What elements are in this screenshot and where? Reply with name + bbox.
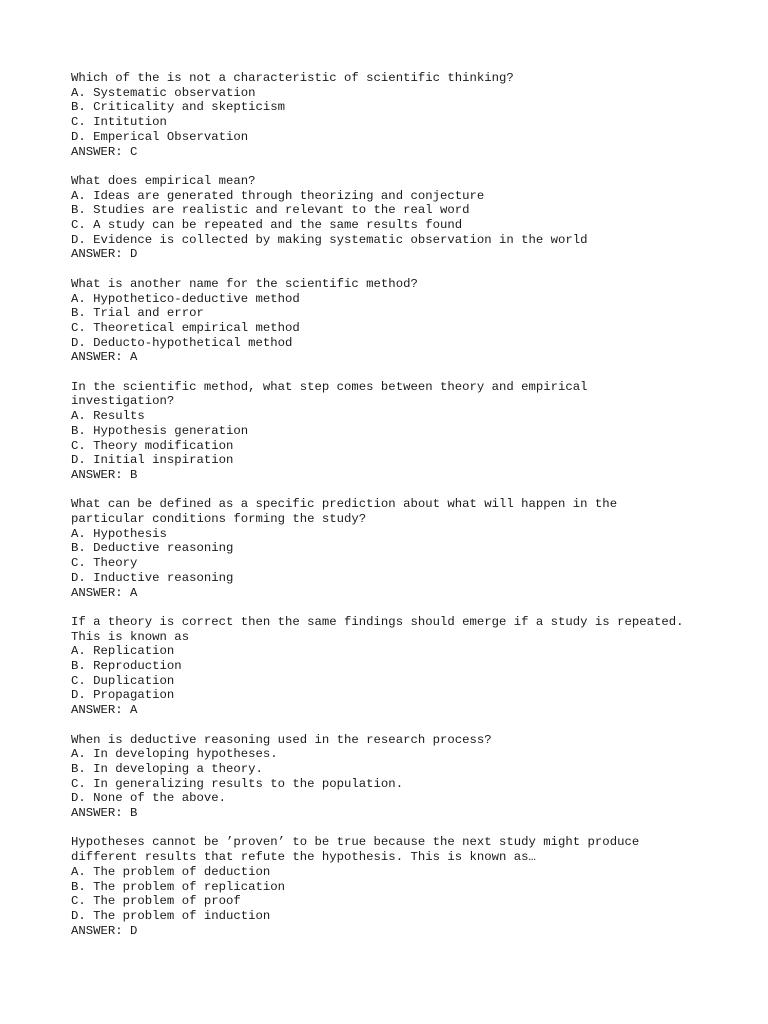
question-text: When is deductive reasoning used in the research process?: [71, 732, 492, 747]
question-text: What can be defined as a specific prediction about what will happen in the: [71, 497, 618, 512]
question-text: In the scientific method, what step comes between theory and empirical: [71, 379, 588, 394]
option-c: C. In generalizing results to the population.: [71, 776, 404, 791]
answer-line: ANSWER: A: [71, 703, 138, 718]
option-a: A. In developing hypotheses.: [71, 747, 278, 762]
option-b: B. Deductive reasoning: [71, 541, 234, 556]
option-c: C. Theoretical empirical method: [71, 320, 300, 335]
option-c: C. The problem of proof: [71, 894, 241, 909]
question-block: [71, 380, 711, 483]
option-d: D. Emperical Observation: [71, 129, 249, 144]
option-a: A. Hypothetico-deductive method: [71, 291, 300, 306]
option-c: C. Theory: [71, 556, 138, 571]
option-c: C. Intitution: [71, 115, 167, 130]
option-d: D. Evidence is collected by making systematic observation in the world: [71, 232, 588, 247]
option-c: C. Theory modification: [71, 438, 234, 453]
answer-line: ANSWER: A: [71, 350, 138, 365]
option-d: D. Deducto-hypothetical method: [71, 335, 293, 350]
question-block: [71, 174, 711, 262]
option-a: A. Replication: [71, 644, 175, 659]
answer-line: ANSWER: A: [71, 585, 138, 600]
answer-line: ANSWER: D: [71, 923, 138, 938]
question-text-continued: investigation?: [71, 394, 175, 409]
answer-line: ANSWER: D: [71, 247, 138, 262]
answer-line: ANSWER: B: [71, 806, 138, 821]
option-b: B. Studies are realistic and relevant to the real word: [71, 203, 470, 218]
option-c: C. A study can be repeated and the same results found: [71, 218, 463, 233]
option-b: B. Hypothesis generation: [71, 423, 249, 438]
question-text-continued: This is known as: [71, 629, 190, 644]
option-d: D. None of the above.: [71, 791, 226, 806]
option-b: B. The problem of replication: [71, 879, 286, 894]
question-text: Hypotheses cannot be ’proven’ to be true because the next study might produce: [71, 835, 640, 850]
question-block: [71, 497, 711, 600]
option-d: D. Propagation: [71, 688, 175, 703]
option-b: B. Trial and error: [71, 306, 204, 321]
question-text: What does empirical mean?: [71, 173, 256, 188]
question-block: [71, 71, 711, 159]
option-d: D. Inductive reasoning: [71, 570, 234, 585]
answer-line: ANSWER: C: [71, 144, 138, 159]
option-a: A. Results: [71, 409, 145, 424]
option-a: A. Ideas are generated through theorizing and conjecture: [71, 188, 485, 203]
option-d: D. The problem of induction: [71, 908, 271, 923]
question-text-continued: different results that refute the hypothesis. This is known as…: [71, 850, 536, 865]
option-b: B. Reproduction: [71, 659, 182, 674]
question-block: [71, 733, 711, 821]
question-block: [71, 277, 711, 365]
option-b: B. Criticality and skepticism: [71, 100, 286, 115]
question-text: If a theory is correct then the same findings should emerge if a study is repeated.: [71, 614, 684, 629]
option-a: A. Systematic observation: [71, 85, 256, 100]
option-a: A. Hypothesis: [71, 526, 167, 541]
option-d: D. Initial inspiration: [71, 453, 234, 468]
option-b: B. In developing a theory.: [71, 761, 263, 776]
question-block: [71, 835, 711, 938]
question-block: [71, 615, 711, 718]
question-text: What is another name for the scientific method?: [71, 276, 418, 291]
document-page: [71, 71, 711, 953]
question-text-continued: particular conditions forming the study?: [71, 512, 367, 527]
question-text: Which of the is not a characteristic of scientific thinking?: [71, 71, 514, 85]
answer-line: ANSWER: B: [71, 467, 138, 482]
option-a: A. The problem of deduction: [71, 864, 271, 879]
option-c: C. Duplication: [71, 673, 175, 688]
